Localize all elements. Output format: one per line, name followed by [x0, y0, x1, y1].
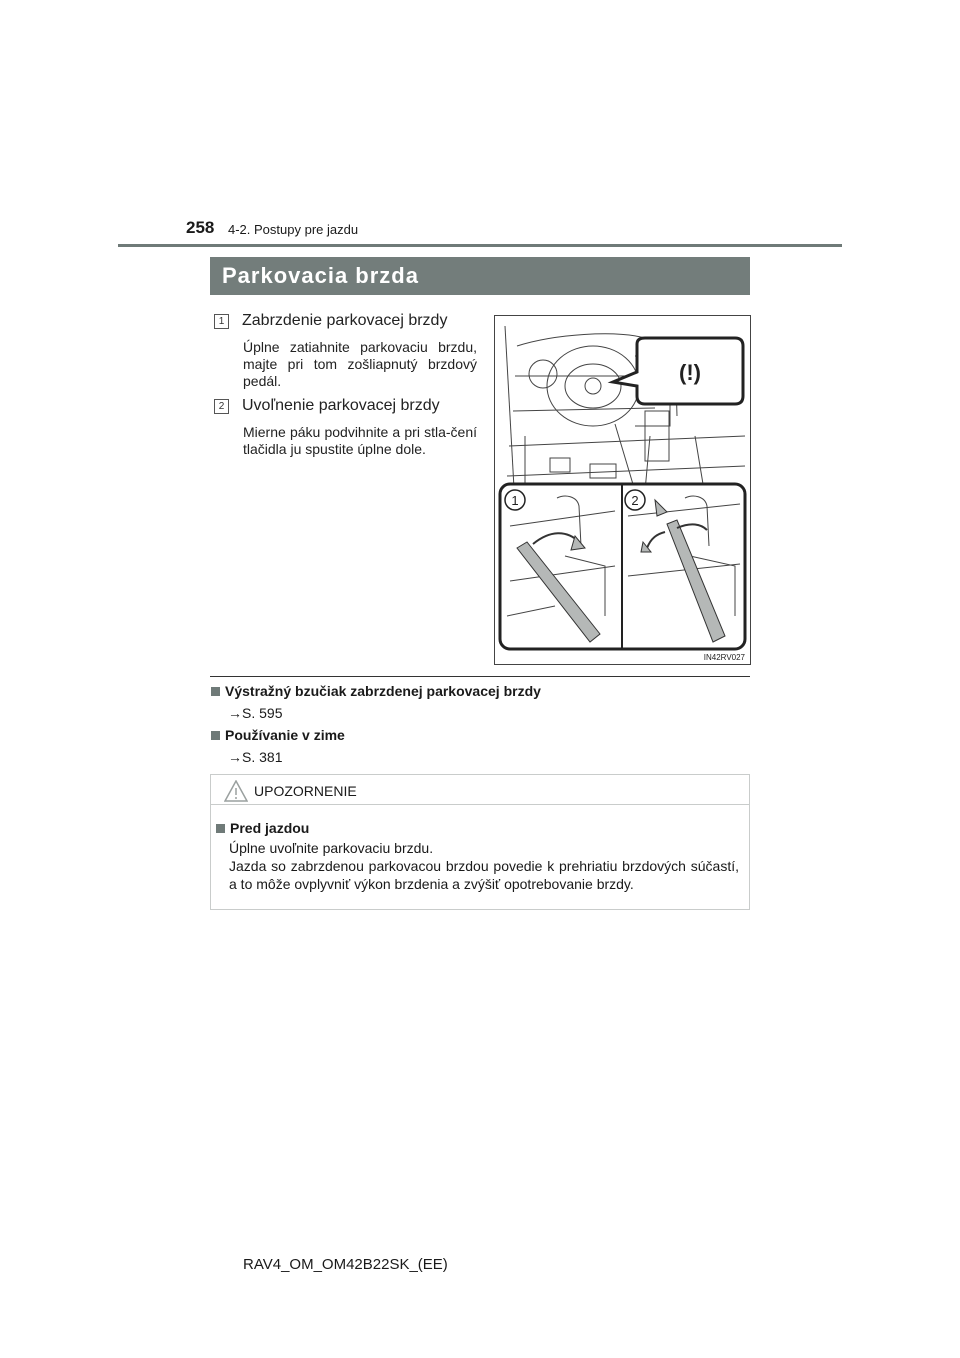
note-1-heading: Výstražný bzučiak zabrzdenej parkovacej brzdy — [211, 683, 541, 699]
parking-brake-illustration — [494, 315, 751, 665]
footer-document-code: RAV4_OM_OM42B22SK_(EE) — [243, 1256, 448, 1273]
bullet-square-icon — [211, 731, 220, 740]
section-title: 4-2. Postupy pre jazdu — [228, 222, 359, 237]
note-2-reference[interactable]: →S. 381 — [228, 749, 283, 765]
caution-separator — [211, 804, 749, 805]
illustration-svg — [495, 316, 750, 664]
indicator-bubble — [613, 338, 743, 404]
caution-heading: Pred jazdou — [216, 820, 309, 836]
step-2-title: Uvoľnenie parkovacej brzdy — [242, 397, 440, 414]
bullet-square-icon — [211, 687, 220, 696]
content-divider — [210, 676, 750, 677]
callout-2: 2 — [631, 493, 639, 508]
note-1-reference[interactable]: →S. 595 — [228, 705, 283, 721]
callout-1: 1 — [511, 493, 519, 508]
step-2-body: Mierne páku podvihnite a pri stla-čení tlačidla ju spustite úplne dole. — [243, 424, 477, 457]
caution-line-2: Jazda so zabrzdenou parkovacou brzdou povedie k prehriatiu brzdových súčastí, a to môže ovplyvniť výkon brzdenia a zvýšiť opotrebovanie brzdy. — [229, 858, 739, 892]
warning-triangle-icon — [224, 780, 248, 802]
caution-body — [229, 839, 739, 893]
brake-warning-icon: (!) — [679, 360, 701, 385]
note-2-heading: Používanie v zime — [211, 727, 345, 743]
step-1-number: 1 — [214, 314, 229, 329]
step-2-number: 2 — [214, 399, 229, 414]
step-1-body: Úplne zatiahnite parkovaciu brzdu, majte pri tom zošliapnutý brzdový pedál. — [243, 339, 477, 389]
page-title: Parkovacia brzda — [222, 263, 419, 288]
caution-line-1: Úplne uvoľnite parkovaciu brzdu. — [229, 840, 434, 856]
figure-code: IN42RV027 — [703, 653, 745, 662]
page-title-bar — [210, 257, 750, 295]
header-divider — [118, 244, 842, 247]
page-number: 258 — [186, 218, 215, 237]
bullet-square-icon — [216, 824, 225, 833]
caution-label: UPOZORNENIE — [254, 783, 357, 799]
step-1-title: Zabrzdenie parkovacej brzdy — [242, 312, 448, 329]
